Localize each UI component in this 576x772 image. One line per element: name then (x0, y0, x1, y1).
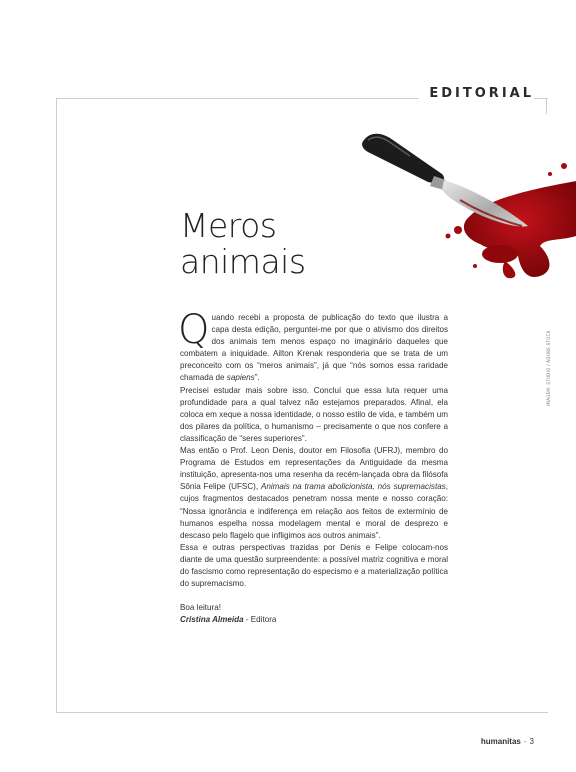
book-title: Animais na trama abolicionista, nós supremacistas (260, 482, 446, 492)
magazine-name: humanitas (480, 737, 521, 746)
signature (180, 614, 448, 626)
article-title (180, 208, 306, 280)
image-credit: IMAGEM: STUDIO / ADOBE STOCK (546, 330, 551, 406)
footer-separator: - (523, 737, 527, 746)
spacer (180, 590, 448, 602)
page-number: 3 (529, 737, 534, 746)
paragraph-1 (178, 307, 448, 385)
author-name: Cristina Almeida (180, 615, 244, 625)
title-line-2: animais (180, 242, 306, 281)
author-role: - Editora (243, 615, 277, 625)
paragraph-3-text-a: Mas então o Prof. Leon Denis, doutor em Filosofia (UFRJ), membro do Programa de Estudos em representações da Antiguidade da mesma instituição, apresenta-nos uma resenha da recém-lançada obra da filósofa Sônia Felipe (UFSC), (180, 446, 448, 492)
paragraph-2: Precisei estudar mais sobre isso. Concluí que essa luta requer uma profundidade para a qual talvez não estejamos preparados. Afinal, ela coloca em xeque a nossa identidade, o nosso estilo de vida, e também um dos pilares da política, o humanismo – precisamente o que nos confere a classificação de “seres superiores”. (180, 385, 448, 443)
paragraph-4: Essa e outras perspectivas trazidas por Denis e Felipe colocam-nos diante de uma questão surpreendente: a possível matriz cognitiva e moral do fascismo como representação do especismo e a materialização política do supremacismo. (180, 542, 448, 589)
paragraph-1-end: ”. (254, 373, 260, 383)
paragraph-3-text-b: , cujos fragmentos destacados penetram nossa mente e nosso coração: “Nossa ignorância e indiferença em relação aos feitos de extermínio de humanos espelha nossa modelagem mental e moral de desprezo e descaso pelo flagelo que infligimos aos outros animais”. (180, 482, 448, 540)
closing: Boa leitura! (180, 603, 221, 613)
paragraph-1-text: uando recebi a proposta de publicação do texto que ilustra a capa desta edição, perguntei-me por que o ativismo dos direitos dos animais tem menos espaço no imaginário daqueles que combatem a iniquidade. Ailton Krenak responderia que se trata de um preconceito com os “meros animais”, já que “nós somos essa raridade chamada de (180, 313, 448, 383)
paragraph-3 (180, 445, 448, 542)
page-footer (481, 737, 534, 746)
knife-blood-illustration (350, 126, 576, 286)
article-body (178, 307, 448, 626)
paragraph-1-emphasis: sapiens (226, 373, 255, 383)
section-label: EDITORIAL (419, 86, 534, 101)
frame-edge (546, 98, 547, 114)
title-line-1: Meros (180, 206, 277, 245)
drop-cap: Q (178, 307, 210, 353)
